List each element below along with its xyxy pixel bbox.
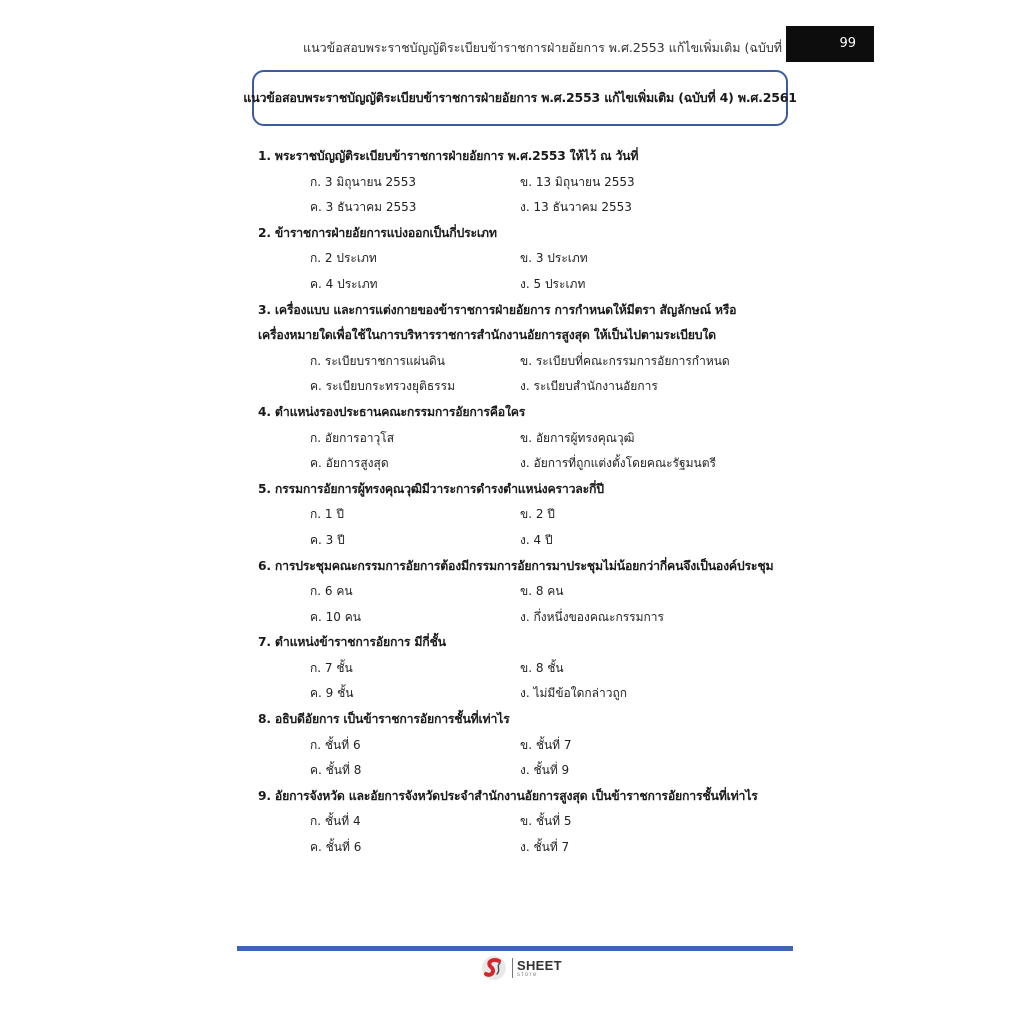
answer-choice: ข. 2 ปี xyxy=(520,507,555,522)
choice-row xyxy=(258,195,798,221)
answer-choice: ค. 9 ชั้น xyxy=(310,686,354,701)
choice-row xyxy=(258,246,798,272)
answer-choice: ค. อัยการสูงสุด xyxy=(310,456,389,471)
sheet-store-logo-icon xyxy=(480,954,508,982)
answer-choice: ข. ชั้นที่ 5 xyxy=(520,814,572,829)
question-text: 9. อัยการจังหวัด และอัยการจังหวัดประจำสำนักงานอัยการสูงสุด เป็นข้าราชการอัยการชั้นที่เท่าไร xyxy=(258,788,758,803)
choice-row xyxy=(258,809,798,835)
running-header-title: แนวข้อสอบพระราชบัญญัติระเบียบข้าราชการฝ่ายอัยการ พ.ศ.2553 แก้ไขเพิ่มเติม (ฉบับที่ xyxy=(303,40,782,55)
choice-row xyxy=(258,170,798,196)
answer-choice: ก. ชั้นที่ 4 xyxy=(310,814,361,829)
choice-row xyxy=(258,349,798,375)
choice-row xyxy=(258,656,798,682)
sheet-store-logo xyxy=(480,954,562,982)
answer-choice: ก. 1 ปี xyxy=(310,507,344,522)
page-number-box xyxy=(786,26,874,62)
answer-choice: ก. อัยการอาวุโส xyxy=(310,430,395,445)
question-item xyxy=(258,784,798,861)
question-item xyxy=(258,477,798,554)
choice-row xyxy=(258,502,798,528)
answer-choice: ง. 13 ธันวาคม 2553 xyxy=(520,200,632,215)
answer-choice: ค. ชั้นที่ 8 xyxy=(310,763,362,778)
question-text: 5. กรรมการอัยการผู้ทรงคุณวุฒิมีวาระการดำรงตำแหน่งคราวละกี่ปี xyxy=(258,481,604,496)
question-item xyxy=(258,221,798,298)
question-item xyxy=(258,400,798,477)
answer-choice: ง. 4 ปี xyxy=(520,532,553,547)
choice-row xyxy=(258,733,798,759)
answer-choice: ค. 4 ประเภท xyxy=(310,276,378,291)
answer-choice: ง. ชั้นที่ 9 xyxy=(520,763,570,778)
answer-choice: ก. ชั้นที่ 6 xyxy=(310,737,361,752)
question-text: 1. พระราชบัญญัติระเบียบข้าราชการฝ่ายอัยการ พ.ศ.2553 ให้ไว้ ณ วันที่ xyxy=(258,149,639,163)
answer-choice: ข. อัยการผู้ทรงคุณวุฒิ xyxy=(520,430,635,445)
answer-choice: ง. 5 ประเภท xyxy=(520,276,586,291)
choice-row xyxy=(258,681,798,707)
answer-choice: ก. 6 คน xyxy=(310,584,353,599)
answer-choice: ข. 8 ชั้น xyxy=(520,660,564,675)
question-item xyxy=(258,554,798,631)
question-text: 6. การประชุมคณะกรรมการอัยการต้องมีกรรมการอัยการมาประชุมไม่น้อยกว่ากี่คนจึงเป็นองค์ประชุม xyxy=(258,558,774,573)
choice-row xyxy=(258,426,798,452)
choice-row xyxy=(258,272,798,298)
answer-choice: ค. ชั้นที่ 6 xyxy=(310,840,362,855)
question-text: 4. ตำแหน่งรองประธานคณะกรรมการอัยการคือใคร xyxy=(258,404,526,419)
logo-divider xyxy=(512,958,513,978)
question-text: 2. ข้าราชการฝ่ายอัยการแบ่งออกเป็นกี่ประเภท xyxy=(258,225,497,240)
page-header xyxy=(0,0,1024,64)
question-text: เครื่องหมายใดเพื่อใช้ในการบริหารราชการสำนักงานอัยการสูงสุด ให้เป็นไปตามระเบียบใด xyxy=(258,328,716,343)
choice-row xyxy=(258,835,798,861)
answer-choice: ข. 8 คน xyxy=(520,584,564,599)
logo-text-group xyxy=(517,959,562,978)
question-text: 7. ตำแหน่งข้าราชการอัยการ มีกี่ชั้น xyxy=(258,635,446,650)
answer-choice: ค. 3 ธันวาคม 2553 xyxy=(310,200,417,215)
answer-choice: ง. ชั้นที่ 7 xyxy=(520,840,570,855)
choice-row xyxy=(258,374,798,400)
choice-row xyxy=(258,758,798,784)
logo-subtext: store xyxy=(517,971,538,978)
answer-choice: ง. อัยการที่ถูกแต่งตั้งโดยคณะรัฐมนตรี xyxy=(520,456,716,471)
answer-choice: ข. 13 มิถุนายน 2553 xyxy=(520,174,635,189)
answer-choice: ค. 3 ปี xyxy=(310,532,345,547)
answer-choice: ง. ระเบียบสำนักงานอัยการ xyxy=(520,379,658,394)
page-number: 99 xyxy=(839,36,856,51)
question-item xyxy=(258,707,798,784)
question-item xyxy=(258,298,798,400)
question-text: 3. เครื่องแบบ และการแต่งกายของข้าราชการฝ่ายอัยการ การกำหนดให้มีตรา สัญลักษณ์ หรือ xyxy=(258,302,737,317)
question-text: 8. อธิบดีอัยการ เป็นข้าราชการอัยการชั้นที่เท่าไร xyxy=(258,712,510,727)
section-title-box xyxy=(243,70,797,126)
answer-choice: ข. ชั้นที่ 7 xyxy=(520,737,572,752)
answer-choice: ค. 10 คน xyxy=(310,609,361,624)
choice-row xyxy=(258,451,798,477)
answer-choice: ก. 3 มิถุนายน 2553 xyxy=(310,174,417,189)
choice-row xyxy=(258,579,798,605)
question-item xyxy=(258,630,798,707)
question-list xyxy=(258,144,798,861)
answer-choice: ข. 3 ประเภท xyxy=(520,251,588,266)
choice-row xyxy=(258,528,798,554)
footer-bar xyxy=(237,946,793,951)
choice-row xyxy=(258,605,798,631)
answer-choice: ก. 2 ประเภท xyxy=(310,251,377,266)
answer-choice: ค. ระเบียบกระทรวงยุติธรรม xyxy=(310,379,455,394)
answer-choice: ง. กึ่งหนึ่งของคณะกรรมการ xyxy=(520,609,664,624)
answer-choice: ข. ระเบียบที่คณะกรรมการอัยการกำหนด xyxy=(520,353,730,368)
section-title: แนวข้อสอบพระราชบัญญัติระเบียบข้าราชการฝ่ายอัยการ พ.ศ.2553 แก้ไขเพิ่มเติม (ฉบับที่ 4) พ.ศ.2561 xyxy=(243,90,797,105)
question-item xyxy=(258,144,798,221)
answer-choice: ก. ระเบียบราชการแผ่นดิน xyxy=(310,353,445,368)
answer-choice: ง. ไม่มีข้อใดกล่าวถูก xyxy=(520,686,628,701)
answer-choice: ก. 7 ชั้น xyxy=(310,660,353,675)
logo-text: SHEET xyxy=(517,957,562,973)
